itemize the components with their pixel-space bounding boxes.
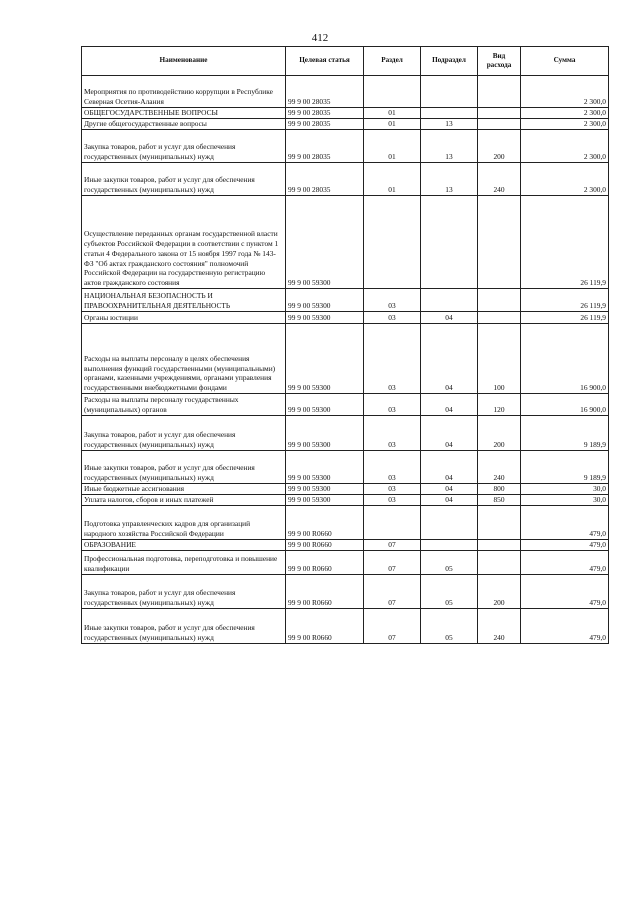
header-expense-type: Вид расхода xyxy=(478,47,521,76)
row-expense-type-cell: 200 xyxy=(478,130,521,163)
row-section-cell: 03 xyxy=(364,312,421,324)
row-target-article-cell: 99 9 00 28035 xyxy=(286,130,364,163)
row-name-cell: Профессиональная подготовка, переподготовка и повышение квалификации xyxy=(82,551,286,575)
row-subsection-cell xyxy=(421,289,478,312)
row-expense-type-cell: 200 xyxy=(478,416,521,451)
budget-table xyxy=(81,46,609,644)
table-row xyxy=(82,324,609,394)
row-subsection-cell: 04 xyxy=(421,324,478,394)
table-row xyxy=(82,163,609,196)
row-amount-cell: 9 189,9 xyxy=(521,416,609,451)
row-name-cell: ОБЩЕГОСУДАРСТВЕННЫЕ ВОПРОСЫ xyxy=(82,108,286,119)
row-section-cell: 03 xyxy=(364,289,421,312)
header-amount: Сумма xyxy=(521,47,609,76)
row-target-article-cell: 99 9 00 59300 xyxy=(286,495,364,506)
row-section-cell: 03 xyxy=(364,495,421,506)
row-name-cell: Подготовка управленческих кадров для организаций народного хозяйства Российской Федерации xyxy=(82,506,286,540)
row-section-cell: 03 xyxy=(364,394,421,416)
row-subsection-cell: 04 xyxy=(421,394,478,416)
row-target-article-cell: 99 9 00 R0660 xyxy=(286,575,364,609)
row-section-cell: 07 xyxy=(364,575,421,609)
row-amount-cell: 2 300,0 xyxy=(521,163,609,196)
row-subsection-cell xyxy=(421,108,478,119)
row-amount-cell: 2 300,0 xyxy=(521,76,609,108)
row-name-cell: Иные закупки товаров, работ и услуг для обеспечения государственных (муниципальных) нужд xyxy=(82,163,286,196)
row-section-cell: 03 xyxy=(364,451,421,484)
row-amount-cell: 16 900,0 xyxy=(521,394,609,416)
row-target-article-cell: 99 9 00 59300 xyxy=(286,394,364,416)
row-name-cell: Иные закупки товаров, работ и услуг для обеспечения государственных (муниципальных) нужд xyxy=(82,609,286,644)
row-target-article-cell: 99 9 00 59300 xyxy=(286,289,364,312)
row-name-cell: Закупка товаров, работ и услуг для обеспечения государственных (муниципальных) нужд xyxy=(82,130,286,163)
table-row xyxy=(82,451,609,484)
row-subsection-cell: 05 xyxy=(421,609,478,644)
row-section-cell: 03 xyxy=(364,484,421,495)
row-section-cell xyxy=(364,76,421,108)
table-row xyxy=(82,540,609,551)
row-target-article-cell: 99 9 00 59300 xyxy=(286,312,364,324)
table-row xyxy=(82,130,609,163)
row-expense-type-cell xyxy=(478,540,521,551)
row-expense-type-cell xyxy=(478,551,521,575)
row-name-cell: ОБРАЗОВАНИЕ xyxy=(82,540,286,551)
row-expense-type-cell xyxy=(478,196,521,289)
row-subsection-cell: 13 xyxy=(421,163,478,196)
row-section-cell xyxy=(364,196,421,289)
row-amount-cell: 479,0 xyxy=(521,540,609,551)
row-name-cell: Иные бюджетные ассигнования xyxy=(82,484,286,495)
row-section-cell: 07 xyxy=(364,551,421,575)
page-number: 412 xyxy=(311,32,329,44)
row-subsection-cell: 04 xyxy=(421,495,478,506)
table-row xyxy=(82,119,609,130)
row-name-cell: Расходы на выплаты персоналу в целях обеспечения выполнения функций государственными (муниципальными) органами, казенными учреждениями, органами управления государственными внебюджетными фондами xyxy=(82,324,286,394)
row-amount-cell: 26 119,9 xyxy=(521,312,609,324)
row-subsection-cell: 04 xyxy=(421,484,478,495)
row-name-cell: Органы юстиции xyxy=(82,312,286,324)
row-expense-type-cell: 850 xyxy=(478,495,521,506)
row-amount-cell: 30,0 xyxy=(521,495,609,506)
table-row xyxy=(82,609,609,644)
row-section-cell: 03 xyxy=(364,416,421,451)
row-amount-cell: 479,0 xyxy=(521,551,609,575)
header-section: Раздел xyxy=(364,47,421,76)
table-row xyxy=(82,575,609,609)
row-amount-cell: 479,0 xyxy=(521,506,609,540)
row-subsection-cell xyxy=(421,506,478,540)
row-section-cell: 01 xyxy=(364,108,421,119)
row-amount-cell: 26 119,9 xyxy=(521,196,609,289)
row-subsection-cell: 05 xyxy=(421,551,478,575)
row-expense-type-cell xyxy=(478,108,521,119)
row-expense-type-cell: 240 xyxy=(478,609,521,644)
row-expense-type-cell: 800 xyxy=(478,484,521,495)
header-target-article: Целевая статья xyxy=(286,47,364,76)
table-row xyxy=(82,76,609,108)
row-name-cell: Закупка товаров, работ и услуг для обеспечения государственных (муниципальных) нужд xyxy=(82,416,286,451)
row-section-cell: 07 xyxy=(364,540,421,551)
row-target-article-cell: 99 9 00 R0660 xyxy=(286,609,364,644)
row-amount-cell: 2 300,0 xyxy=(521,108,609,119)
row-expense-type-cell: 100 xyxy=(478,324,521,394)
row-expense-type-cell: 120 xyxy=(478,394,521,416)
table-row xyxy=(82,108,609,119)
row-section-cell xyxy=(364,506,421,540)
row-expense-type-cell: 240 xyxy=(478,163,521,196)
row-section-cell: 03 xyxy=(364,324,421,394)
header-subsection: Подраздел xyxy=(421,47,478,76)
row-expense-type-cell xyxy=(478,289,521,312)
row-target-article-cell: 99 9 00 28035 xyxy=(286,76,364,108)
row-name-cell: Расходы на выплаты персоналу государственных (муниципальных) органов xyxy=(82,394,286,416)
table-row xyxy=(82,394,609,416)
row-subsection-cell xyxy=(421,540,478,551)
table-row xyxy=(82,289,609,312)
table-row xyxy=(82,551,609,575)
table-row xyxy=(82,484,609,495)
row-expense-type-cell xyxy=(478,312,521,324)
row-subsection-cell: 04 xyxy=(421,312,478,324)
row-name-cell: Осуществление переданных органам государственной власти субъектов Российской Федерации в соответствии с пунктом 1 статьи 4 Федерального закона от 15 ноября 1997 года № 143-ФЗ "Об актах гражданского состояния" полномочий Российской Федерации на государственную регистрацию актов гражданского состояния xyxy=(82,196,286,289)
row-target-article-cell: 99 9 00 R0660 xyxy=(286,551,364,575)
table-row xyxy=(82,416,609,451)
row-amount-cell: 479,0 xyxy=(521,575,609,609)
row-target-article-cell: 99 9 00 59300 xyxy=(286,196,364,289)
row-target-article-cell: 99 9 00 28035 xyxy=(286,163,364,196)
row-target-article-cell: 99 9 00 59300 xyxy=(286,324,364,394)
row-name-cell: НАЦИОНАЛЬНАЯ БЕЗОПАСНОСТЬ И ПРАВООХРАНИТЕЛЬНАЯ ДЕЯТЕЛЬНОСТЬ xyxy=(82,289,286,312)
row-expense-type-cell xyxy=(478,506,521,540)
row-section-cell: 07 xyxy=(364,609,421,644)
row-amount-cell: 9 189,9 xyxy=(521,451,609,484)
row-subsection-cell: 13 xyxy=(421,130,478,163)
row-target-article-cell: 99 9 00 59300 xyxy=(286,416,364,451)
row-section-cell: 01 xyxy=(364,163,421,196)
row-amount-cell: 2 300,0 xyxy=(521,130,609,163)
row-section-cell: 01 xyxy=(364,119,421,130)
table-header-row xyxy=(82,47,609,76)
row-name-cell: Мероприятия по противодействию коррупции в Республике Северная Осетия-Алания xyxy=(82,76,286,108)
table-row xyxy=(82,506,609,540)
row-subsection-cell: 04 xyxy=(421,416,478,451)
row-expense-type-cell: 240 xyxy=(478,451,521,484)
header-name: Наименование xyxy=(82,47,286,76)
row-subsection-cell: 05 xyxy=(421,575,478,609)
row-target-article-cell: 99 9 00 28035 xyxy=(286,119,364,130)
table-row xyxy=(82,196,609,289)
row-amount-cell: 2 300,0 xyxy=(521,119,609,130)
row-target-article-cell: 99 9 00 59300 xyxy=(286,484,364,495)
row-target-article-cell: 99 9 00 28035 xyxy=(286,108,364,119)
row-expense-type-cell xyxy=(478,76,521,108)
row-name-cell: Другие общегосударственные вопросы xyxy=(82,119,286,130)
row-name-cell: Иные закупки товаров, работ и услуг для обеспечения государственных (муниципальных) нужд xyxy=(82,451,286,484)
table-row xyxy=(82,312,609,324)
row-target-article-cell: 99 9 00 59300 xyxy=(286,451,364,484)
row-section-cell: 01 xyxy=(364,130,421,163)
row-subsection-cell xyxy=(421,76,478,108)
row-subsection-cell: 13 xyxy=(421,119,478,130)
row-amount-cell: 30,0 xyxy=(521,484,609,495)
row-subsection-cell xyxy=(421,196,478,289)
row-expense-type-cell: 200 xyxy=(478,575,521,609)
row-name-cell: Закупка товаров, работ и услуг для обеспечения государственных (муниципальных) нужд xyxy=(82,575,286,609)
table-row xyxy=(82,495,609,506)
row-name-cell: Уплата налогов, сборов и иных платежей xyxy=(82,495,286,506)
row-target-article-cell: 99 9 00 R0660 xyxy=(286,540,364,551)
row-amount-cell: 479,0 xyxy=(521,609,609,644)
row-target-article-cell: 99 9 00 R0660 xyxy=(286,506,364,540)
row-expense-type-cell xyxy=(478,119,521,130)
row-amount-cell: 26 119,9 xyxy=(521,289,609,312)
row-subsection-cell: 04 xyxy=(421,451,478,484)
row-amount-cell: 16 900,0 xyxy=(521,324,609,394)
